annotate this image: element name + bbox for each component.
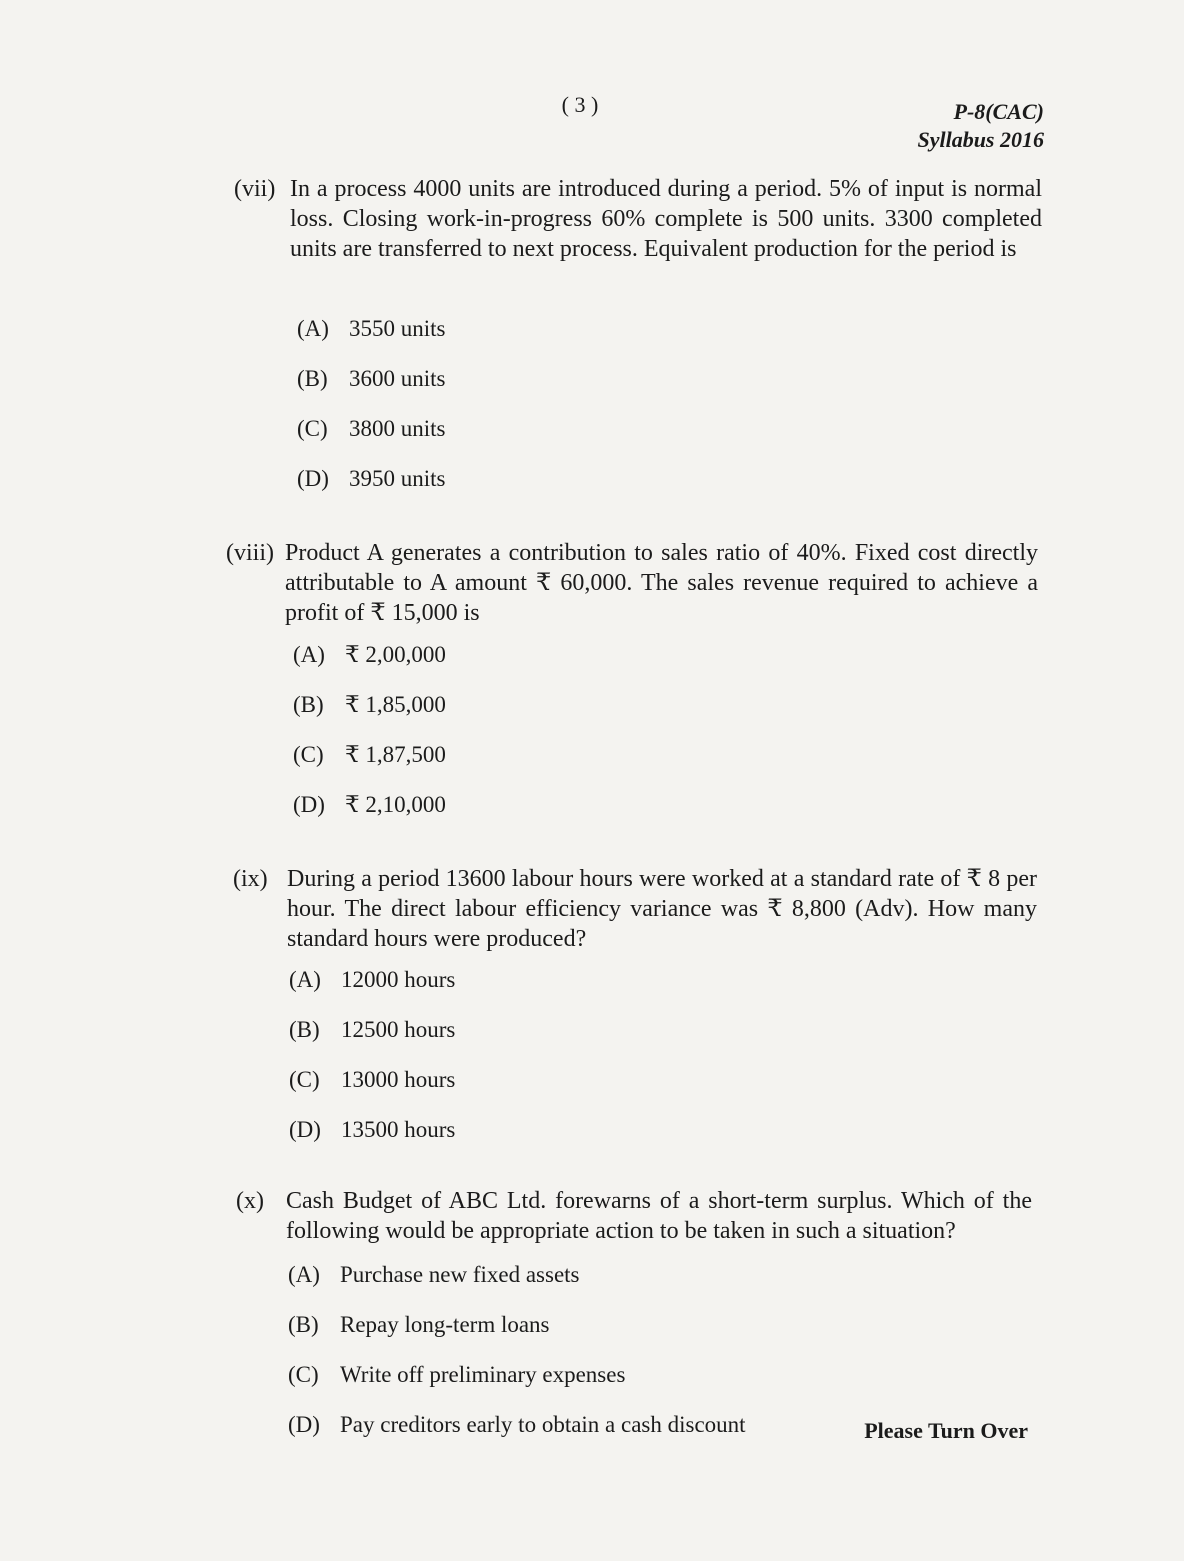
question-x	[236, 1186, 1032, 1246]
option-b	[289, 1017, 689, 1067]
option-letter: (B)	[289, 1017, 320, 1042]
options-x	[288, 1262, 888, 1462]
option-d	[288, 1412, 888, 1462]
syllabus-label: Syllabus 2016	[917, 127, 1044, 152]
question-text: In a process 4000 units are introduced during a period. 5% of input is normal loss. Closing work-in-progress 60% complete is 500 units. 3300 completed units are transferred to next process. Equivalent production for the period is	[290, 176, 1042, 262]
option-text: 3550 units	[349, 316, 446, 341]
option-letter: (C)	[297, 416, 328, 441]
option-letter: (A)	[288, 1262, 320, 1287]
option-letter: (B)	[288, 1312, 319, 1337]
option-c	[293, 742, 693, 792]
option-a	[297, 316, 697, 366]
option-a	[293, 642, 693, 692]
options-ix	[289, 967, 689, 1167]
option-text: Repay long-term loans	[340, 1312, 550, 1337]
paper-code: P-8(CAC)	[953, 99, 1044, 124]
option-letter: (D)	[293, 792, 325, 817]
option-c	[297, 416, 697, 466]
option-text: Write off preliminary expenses	[340, 1362, 626, 1387]
page-number: ( 3 )	[561, 92, 599, 117]
option-letter: (D)	[288, 1412, 320, 1437]
option-letter: (A)	[297, 316, 329, 341]
option-text: 3800 units	[349, 416, 446, 441]
option-d	[297, 466, 697, 516]
option-a	[288, 1262, 888, 1312]
option-letter: (D)	[289, 1117, 321, 1142]
question-vii	[234, 174, 1042, 264]
option-letter: (B)	[297, 366, 328, 391]
question-text: During a period 13600 labour hours were worked at a standard rate of ₹ 8 per hour. The direct labour efficiency variance was ₹ 8,800 (Adv). How many standard hours were produced?	[287, 866, 1037, 952]
option-d	[289, 1117, 689, 1167]
option-c	[289, 1067, 689, 1117]
option-letter: (C)	[288, 1362, 319, 1387]
question-text: Cash Budget of ABC Ltd. forewarns of a short-term surplus. Which of the following would be appropriate action to be taken in such a situation?	[286, 1188, 1032, 1244]
question-ix	[233, 864, 1037, 954]
option-letter: (D)	[297, 466, 329, 491]
question-viii	[226, 538, 1038, 628]
option-b	[293, 692, 693, 742]
option-text: ₹ 2,10,000	[345, 792, 446, 817]
paper-header	[917, 98, 1044, 154]
option-text: 13000 hours	[341, 1067, 456, 1092]
option-text: Pay creditors early to obtain a cash discount	[340, 1412, 746, 1437]
question-number: (viii)	[226, 540, 274, 566]
option-text: 3950 units	[349, 466, 446, 491]
option-text: ₹ 2,00,000	[345, 642, 446, 667]
option-letter: (A)	[293, 642, 325, 667]
option-c	[288, 1362, 888, 1412]
question-number: (ix)	[233, 866, 268, 892]
option-letter: (A)	[289, 967, 321, 992]
option-text: 12000 hours	[341, 967, 456, 992]
option-b	[288, 1312, 888, 1362]
please-turn-over: Please Turn Over	[864, 1418, 1028, 1443]
option-text: 12500 hours	[341, 1017, 456, 1042]
option-text: ₹ 1,85,000	[345, 692, 446, 717]
question-number: (x)	[236, 1188, 264, 1214]
option-text: 3600 units	[349, 366, 446, 391]
option-b	[297, 366, 697, 416]
question-text: Product A generates a contribution to sales ratio of 40%. Fixed cost directly attributable to A amount ₹ 60,000. The sales revenue required to achieve a profit of ₹ 15,000 is	[285, 540, 1038, 626]
options-vii	[297, 316, 697, 516]
option-text: ₹ 1,87,500	[345, 742, 446, 767]
option-letter: (B)	[293, 692, 324, 717]
option-letter: (C)	[289, 1067, 320, 1092]
question-number: (vii)	[234, 176, 276, 202]
option-d	[293, 792, 693, 842]
options-viii	[293, 642, 693, 842]
option-letter: (C)	[293, 742, 324, 767]
option-text: Purchase new fixed assets	[340, 1262, 580, 1287]
option-text: 13500 hours	[341, 1117, 456, 1142]
option-a	[289, 967, 689, 1017]
